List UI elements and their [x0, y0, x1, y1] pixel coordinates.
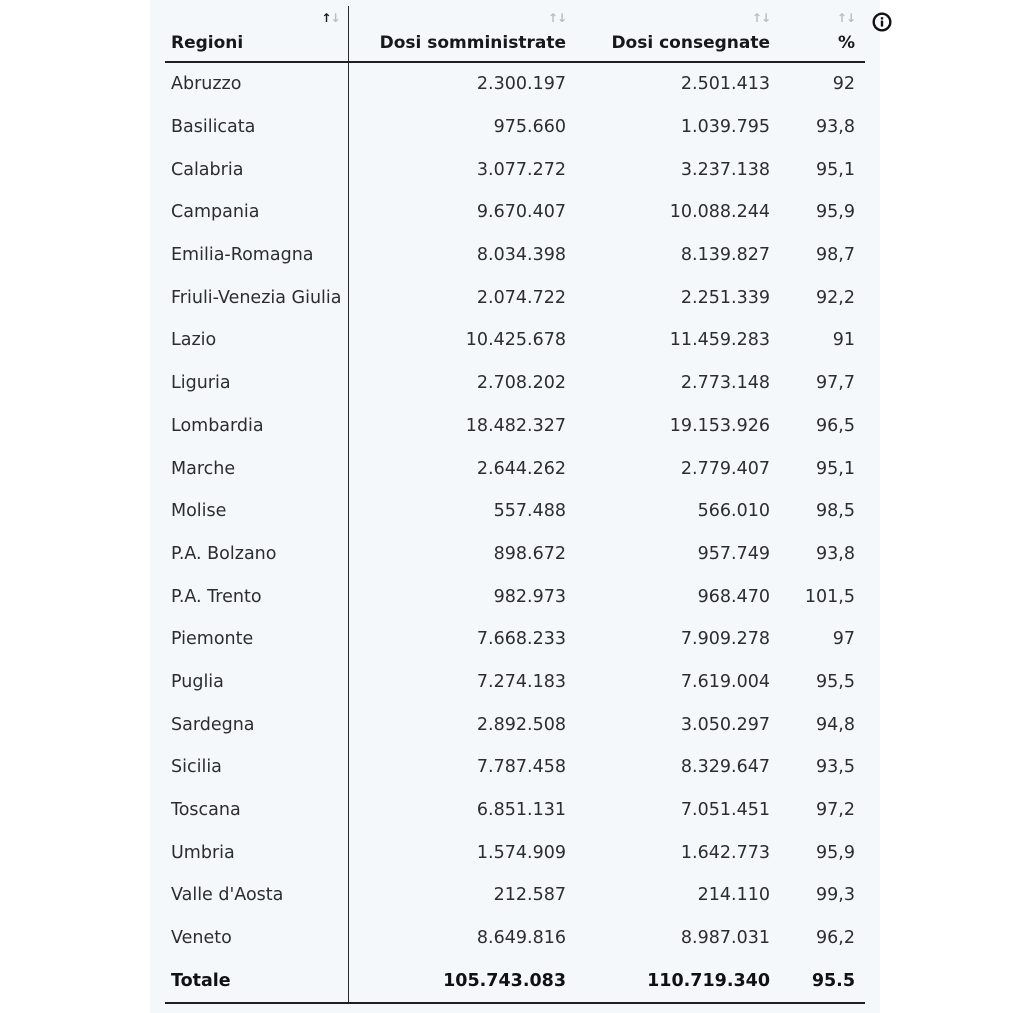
table-row [165, 62, 865, 106]
cell-administered: 2.300.197 [476, 74, 566, 95]
cell-region: Veneto [165, 917, 348, 960]
cell-percent: 94,8 [816, 714, 855, 735]
cell-delivered: 957.749 [697, 543, 770, 564]
cell-administered: 1.574.909 [476, 842, 566, 863]
cell-percent: 97,2 [816, 800, 855, 821]
cell-percent: 101,5 [804, 586, 855, 607]
cell-percent: 97,7 [816, 373, 855, 394]
cell-region: P.A. Trento [165, 575, 348, 618]
cell-delivered: 11.459.283 [669, 330, 770, 351]
header-label: Dosi consegnate [611, 33, 770, 53]
cell-administered: 10.425.678 [465, 330, 566, 351]
total-delivered: 110.719.340 [574, 959, 778, 1003]
cell-administered: 9.670.407 [476, 202, 566, 223]
cell-percent: 95,9 [816, 842, 855, 863]
table-row [165, 405, 865, 448]
table-row [165, 618, 865, 661]
cell-percent: 93,5 [816, 757, 855, 778]
cell-delivered: 2.501.413 [680, 74, 770, 95]
cell-administered: 898.672 [493, 543, 566, 564]
cell-administered: 2.708.202 [476, 373, 566, 394]
cell-percent: 99,3 [816, 885, 855, 906]
cell-region: Piemonte [165, 618, 348, 661]
cell-delivered: 8.987.031 [680, 928, 770, 949]
header-label: Regioni [171, 33, 244, 53]
cell-administered: 3.077.272 [476, 159, 566, 180]
table-header [165, 6, 865, 62]
cell-region: Sardegna [165, 703, 348, 746]
cell-administered: 2.892.508 [476, 714, 566, 735]
table-row [165, 276, 865, 319]
cell-region: Abruzzo [165, 62, 348, 106]
table-row [165, 148, 865, 191]
cell-region: Emilia-Romagna [165, 234, 348, 277]
table-row [165, 533, 865, 576]
cell-region: Umbria [165, 831, 348, 874]
cell-delivered: 3.050.297 [680, 714, 770, 735]
cell-region: P.A. Bolzano [165, 533, 348, 576]
cell-administered: 7.668.233 [476, 629, 566, 650]
table-body [165, 62, 865, 1003]
vaccine-doses-table [165, 6, 865, 1004]
cell-percent: 96,2 [816, 928, 855, 949]
table-row [165, 917, 865, 960]
header-label: % [837, 33, 855, 53]
cell-administered: 6.851.131 [476, 800, 566, 821]
cell-delivered: 7.051.451 [680, 800, 770, 821]
cell-region: Lombardia [165, 405, 348, 448]
cell-delivered: 1.642.773 [680, 842, 770, 863]
cell-region: Sicilia [165, 746, 348, 789]
cell-region: Puglia [165, 661, 348, 704]
table-row [165, 234, 865, 277]
cell-administered: 18.482.327 [465, 415, 566, 436]
cell-administered: 8.649.816 [476, 928, 566, 949]
header-dosi-consegnate[interactable] [574, 6, 778, 62]
table-row [165, 191, 865, 234]
cell-percent: 97 [832, 629, 855, 650]
sort-icon[interactable]: ↑↓ [321, 11, 340, 25]
cell-percent: 93,8 [816, 543, 855, 564]
cell-percent: 98,7 [816, 245, 855, 266]
header-percent[interactable] [778, 6, 865, 62]
cell-administered: 557.488 [493, 501, 566, 522]
cell-region: Lazio [165, 319, 348, 362]
cell-delivered: 3.237.138 [680, 159, 770, 180]
sort-icon[interactable]: ↑↓ [751, 11, 770, 25]
cell-region: Toscana [165, 789, 348, 832]
cell-delivered: 10.088.244 [669, 202, 770, 223]
cell-administered: 2.644.262 [476, 458, 566, 479]
cell-percent: 95,9 [816, 202, 855, 223]
table-row [165, 575, 865, 618]
total-row [165, 959, 865, 1003]
cell-region: Friuli-Venezia Giulia [165, 276, 348, 319]
cell-delivered: 7.619.004 [680, 671, 770, 692]
cell-percent: 96,5 [816, 415, 855, 436]
cell-region: Valle d'Aosta [165, 874, 348, 917]
cell-delivered: 7.909.278 [680, 629, 770, 650]
table-row [165, 874, 865, 917]
table-row [165, 703, 865, 746]
cell-administered: 2.074.722 [476, 287, 566, 308]
table-row [165, 789, 865, 832]
cell-percent: 93,8 [816, 117, 855, 138]
cell-administered: 8.034.398 [476, 245, 566, 266]
total-percent: 95.5 [778, 959, 865, 1003]
cell-region: Basilicata [165, 106, 348, 149]
cell-percent: 91 [832, 330, 855, 351]
table-row [165, 106, 865, 149]
cell-administered: 212.587 [493, 885, 566, 906]
cell-region: Molise [165, 490, 348, 533]
cell-administered: 982.973 [493, 586, 566, 607]
table-row [165, 746, 865, 789]
table-row [165, 319, 865, 362]
cell-delivered: 566.010 [697, 501, 770, 522]
cell-percent: 92,2 [816, 287, 855, 308]
cell-percent: 95,1 [816, 159, 855, 180]
cell-percent: 92 [832, 74, 855, 95]
cell-delivered: 214.110 [697, 885, 770, 906]
cell-delivered: 2.773.148 [680, 373, 770, 394]
cell-delivered: 19.153.926 [669, 415, 770, 436]
cell-delivered: 8.329.647 [680, 757, 770, 778]
total-administered: 105.743.083 [348, 959, 574, 1003]
table-row [165, 831, 865, 874]
cell-delivered: 2.251.339 [680, 287, 770, 308]
cell-region: Liguria [165, 362, 348, 405]
cell-delivered: 8.139.827 [680, 245, 770, 266]
table-row [165, 490, 865, 533]
table-row [165, 661, 865, 704]
cell-percent: 95,1 [816, 458, 855, 479]
cell-administered: 7.787.458 [476, 757, 566, 778]
cell-percent: 95,5 [816, 671, 855, 692]
cell-administered: 975.660 [493, 117, 566, 138]
cell-delivered: 2.779.407 [680, 458, 770, 479]
cell-delivered: 968.470 [697, 586, 770, 607]
cell-delivered: 1.039.795 [680, 117, 770, 138]
header-dosi-somministrate[interactable] [348, 6, 574, 62]
info-icon[interactable] [872, 12, 892, 32]
cell-region: Calabria [165, 148, 348, 191]
table-row [165, 362, 865, 405]
cell-region: Marche [165, 447, 348, 490]
sort-icon[interactable]: ↑↓ [836, 11, 855, 25]
sort-icon[interactable]: ↑↓ [547, 11, 566, 25]
cell-percent: 98,5 [816, 501, 855, 522]
header-label: Dosi somministrate [379, 33, 566, 53]
cell-region: Campania [165, 191, 348, 234]
header-regioni[interactable] [165, 6, 348, 62]
table-row [165, 447, 865, 490]
total-label: Totale [165, 959, 348, 1003]
cell-administered: 7.274.183 [476, 671, 566, 692]
